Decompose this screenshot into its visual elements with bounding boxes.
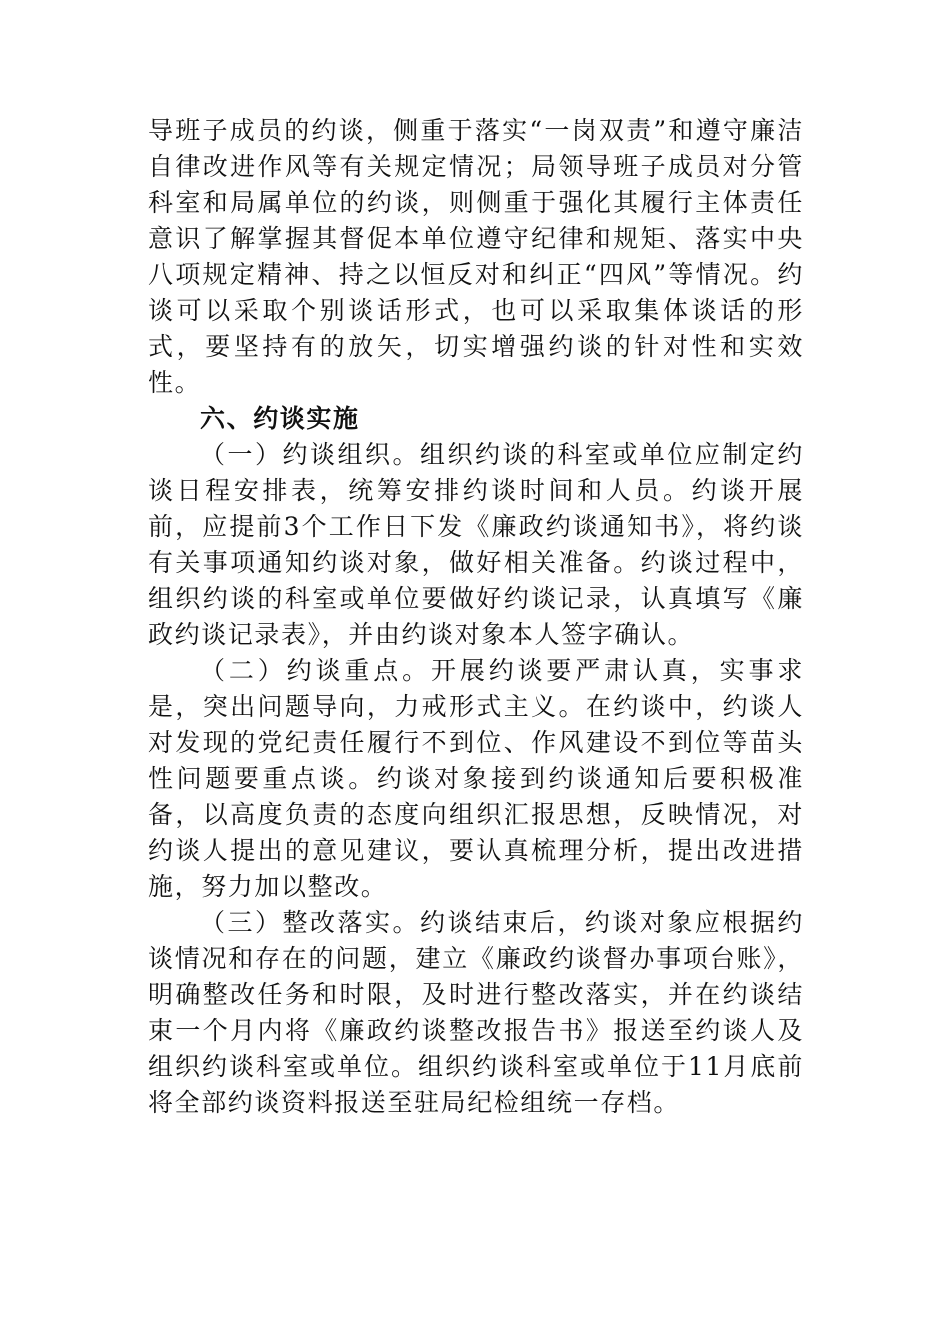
item-body: 开展约谈要严肃认真，实事求是，突出问题导向，力戒形式主义。在约谈中，约谈人对发现的党纪责任履行不到位、作风建设不到位等苗头性问题要重点谈。约谈对象接到约谈通知后要积极准备，以高度负责的态度向组织汇报思想，反映情况，对约谈人提出的意见建议，要认真梳理分析，提出改进措施，努力加以整改。 [148,656,804,901]
item-body: 约谈结束后，约谈对象应根据约谈情况和存在的问题，建立《廉政约谈督办事项台账》，明确整改任务和时限，及时进行整改落实，并在约谈结束一个月内将《廉政约谈整改报告书》报送至约谈人及组织约谈科室或单位。组织约谈科室或单位于11月底前将全部约谈资料报送至驻局纪检组统一存档。 [148,908,804,1117]
continuation-paragraph: 导班子成员的约谈，侧重于落实“一岗双责”和遵守廉洁自律改进作风等有关规定情况；局领导班子成员对分管科室和局属单位的约谈，则侧重于强化其履行主体责任意识了解掌握其督促本单位遵守纪律和规矩、落实中央八项规定精神、持之以恒反对和纠正“四风”等情况。约谈可以采取个别谈话形式，也可以采取集体谈话的形式，要坚持有的放矢，切实增强约谈的针对性和实效性。 [148,116,804,397]
item-paragraph-rectification [148,905,804,1121]
item-body: 组织约谈的科室或单位应制定约谈日程安排表，统筹安排约谈时间和人员。约谈开展前，应提前3个工作日下发《廉政约谈通知书》，将约谈有关事项通知约谈对象，做好相关准备。约谈过程中，组织约谈的科室或单位要做好约谈记录，认真填写《廉政约谈记录表》，并由约谈对象本人签字确认。 [148,440,804,649]
document-body [148,113,804,1121]
item-paragraph-focus [148,653,804,905]
item-lead-in: （二）约谈重点。 [200,656,431,685]
item-lead-in: （三）整改落实。 [200,908,420,937]
item-paragraph-organization [148,437,804,653]
section-heading: 六、约谈实施 [200,404,360,433]
item-lead-in: （一）约谈组织。 [200,440,420,469]
